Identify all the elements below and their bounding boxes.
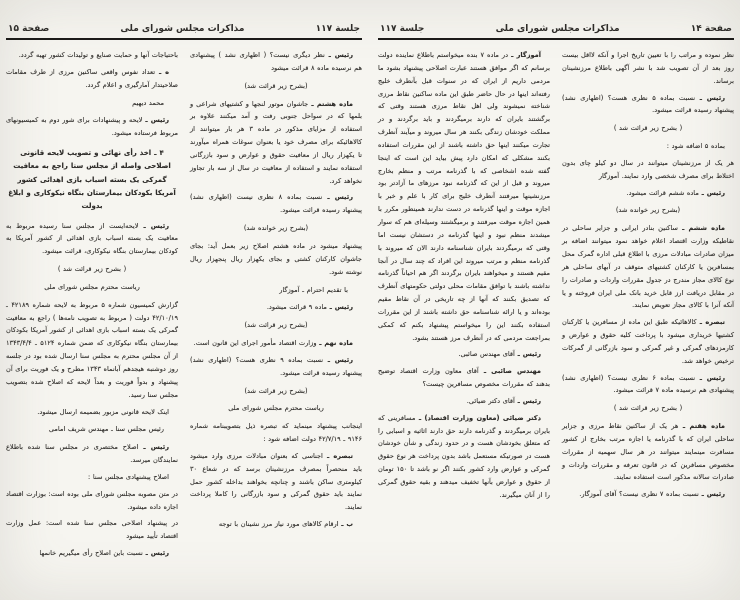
paragraph: در متن مصوبه مجلس شورای ملی بوده است: بوزارت اقتصاد اجازه داده میشود. — [6, 489, 178, 511]
paragraph: رئیس ـ ماده ۹ قرائت میشود. — [266, 303, 353, 312]
paragraph: رئیس ـ نسبت بماده ۷ نظری نیست؟ آقای آموزگار. — [579, 490, 725, 499]
text-column — [190, 49, 362, 564]
paragraph: اینک لایحه قانونی مزبور بضمیمه ارسال میشود. — [37, 407, 169, 416]
paragraph: ( بشرح زیر قرائت شد ) — [613, 124, 683, 133]
paragraph: رئیس ـ لایحه و پیشنهادات برای شور دوم به کمیسیونهای مربوط فرستاده میشود. — [6, 116, 178, 138]
page-title: مذاکرات مجلس شورای ملی — [120, 24, 245, 34]
text-column — [378, 49, 550, 506]
paragraph: رئیس مجلس سنا ـ مهندس شریف امامی — [48, 425, 164, 434]
paragraph: بماده ۵ اضافه شود : — [666, 142, 725, 151]
paragraph: ماده هشتم ـ جاشوان موتور لنجها و کشتیهای شراعی و بلمها که در سواحل جنوبی رفت و آمد میکنند علاوه بر استفاده از مزایای مذکور در ماده ۳ هر بار میتوانند از کالاهائیکه برای مصرف خود یا بعنوان سوغات همراه میآورند تا یکهزار ریال از معافیت حقوق و عوارض و سود بازرگانی استفاده نمایند و استفاده از معافیت در سال از سه بار تجاوز نخواهد کرد. — [190, 99, 362, 185]
text-column — [6, 49, 178, 564]
session-number-label: جلسة ۱۱۷ — [380, 24, 425, 34]
paragraph: ریاست محترم مجلس شورای ملی — [44, 282, 140, 291]
paragraph: باحتیاجات آنها و حمایت صنایع و تولیدات کشور تهیه گردد. — [18, 51, 178, 59]
paragraph: رئیس ـ اصلاح مختصری در مجلس سنا شده باطلاع نمایندگان میرسد. — [6, 443, 178, 465]
paragraph: ( بشرح زیر قرائت شد ) — [57, 265, 127, 274]
paragraph: (بشرح زیر قرائت شد) — [244, 386, 308, 395]
paragraph: اینجانب پیشنهاد مینماید که تبصره ذیل بتصویبنامه شماره ۹۱۴۶ ـ ۴۲/۷/۱۹ دولت اضافه شود : — [190, 422, 362, 444]
page-title: مذاکرات مجلس شورای ملی — [495, 24, 620, 34]
page-number-label: صفحة ۱۵ — [8, 24, 50, 34]
paragraph: رئیس ـ نسبت بماده ۸ نظری نیست (اظهاری نشد) پیشنهاد رسیده قرائت میشود. — [190, 193, 362, 215]
page-right — [378, 24, 734, 506]
paragraph: نظر نموده و مراتب را با تعیین تاریخ اجرا و آنکه لااقل بیست روز بعد از آن تصویب شد با نشر آگهی باطلاع مرزنشینان برساند. — [562, 51, 734, 85]
paragraph: رئیس ـ آقای مهندس صائبی. — [458, 350, 541, 359]
paragraph: ماده نهم ـ وزارت اقتصاد مأمور اجرای این قانون است. — [193, 339, 353, 348]
text-columns — [6, 49, 362, 564]
paragraph: ماده ششم ـ ساکنین بنادر ایرانی و جزایر ساحلی در نقاطیکه وزارت اقتصاد اعلام خواهد نمود میتوانند اضافه بر میزان صادرات مبادلات مرزی با اطلاع قبلی اداره گمرک محل بمسافرین یا کارکنان کشتیهای متوقف در آبهای ساحلی هر نوع کالای مجاز مندرج در جدول مقررات واردات و صادرات را در مقابل دریافت ارز قابل خرید بانک ملی ایران فروخته و یا آنکه آنرا با کالای مجاز تعویض نمایند. — [562, 224, 734, 310]
paragraph: محمد دیهیم — [132, 98, 164, 107]
paragraph: پیشنهاد میشود در ماده هشتم اصلاح زیر بعمل آید: بجای جاشوان کارکنان کشتی و بجای یکهزار ریال پنجهزار ریال نوشته شود. — [190, 241, 362, 276]
page-header — [378, 24, 734, 40]
paragraph: تبصره ـ اجناسی که بعنوان مبادلات مرزی وارد میشود باید منحصراً بمصرف مرزنشینان برسد که در شعاع ۳۰ کیلومتری ساکن باشند و چنانچه بخواهند بداخله کشور حمل نمایند باید حقوق گمرکی و سود بازرگانی را کاملا پرداخت نمایند. — [190, 451, 362, 512]
paragraph: رئیس ـ نسبت بماده ۹ نظری هست؟ (اظهاری نشد) پیشنهاد رسیده قرائت میشود. — [190, 355, 362, 377]
paragraph: رئیس ـ لایحه‌ایست از مجلس سنا رسیده مربوط به معافیت یک بسته اسباب بازی اهدائی از کشور آمریکا به کودکان بیمارستان بنگاه نیکوکاری، قرائت میشود. — [6, 221, 178, 256]
session-number-label: جلسة ۱۱۷ — [315, 24, 360, 34]
paragraph: رئیس ـ ماده ششم قرائت میشود. — [626, 188, 725, 197]
paragraph: (بشرح زیر قرائت شد) — [244, 321, 308, 330]
page-left — [6, 24, 362, 564]
paragraph: ریاست محترم مجلس شورای ملی — [228, 404, 324, 413]
paragraph: ب ـ ارقام کالاهای مورد نیاز مرز نشینان با توجه — [218, 520, 353, 529]
text-columns — [378, 49, 734, 506]
paragraph: مهندس صائبی ـ آقای معاون وزارت اقتصاد توضیح بدهند که مقررات مخصوص مسافرین چیست؟ — [378, 367, 550, 389]
paragraph: ماده هفتم ـ هر یک از ساکنین نقاط مرزی و جزایر ساحلی ایران که با گذرنامه یا اجازه مرتب بخارج از کشور مسافرت مینمایند میتوانند در هر سال سهمیه از مقررات مخصوص مسافرین که در قانون تعرفه و مقررات واردات و صادرات سالانه مذکور است استفاده نمایند. — [562, 422, 734, 482]
paragraph: ( بشرح زیر قرائت شد ) — [613, 404, 683, 413]
paragraph: اصلاح پیشنهادی مجلس سنا : — [88, 472, 169, 481]
section-heading: ۴ ـ اخذ رأی نهائی و تصویب لایحه قانونی اصلاحی واصله از مجلس سنا راجع به معافیت گمرکی یک بسته اسباب بازی اهدائی کشور آمریکا بکودکان بیمارستان بنگاه نیکوکاری و ابلاغ بدولت — [8, 149, 176, 211]
page-header — [6, 24, 362, 40]
paragraph: رئیس ـ نسبت باین اصلاح رأی میگیریم خانمها — [39, 549, 169, 558]
text-column — [562, 49, 734, 506]
paragraph: در پیشنهاد اصلاحی مجلس سنا شده است: عمل وزارت اقتصاد تأیید میشود — [6, 519, 178, 541]
paragraph: رئیس ـ نسبت بماده ۵ نظری هست؟ (اظهاری نشد) پیشنهاد رسیده قرائت میشود. — [562, 93, 734, 115]
paragraph: ه ـ تعداد نفوس واقعی ساکنین مرزی از طرف مقامات صلاحیتدار آمارگیری و اعلام گردد. — [6, 67, 178, 89]
paragraph: آموزگار ـ در ماده ۷ بنده میخواستم باطلاع نماینده دولت برسانم که اگر موافق هستند عبارت اصلاحی پیشنهاد بشود ما مردمی داریم از ایران که در سنوات قبل بآنطرف خلیج رفته‌اند اینها در حال حاضر طبق این ماده ساکنین نقاط مرزی شناخته نمیشوند ولی اهل نقاط مرزی هستند وقتی که برگشتند بایران که دارند برمیگردند و باید برگردند و در مملکت خودشان زندگی بکنند هر سال میروند و میآیند آنطرف تجارت میکنند اینها حق داشته باشند از این مقررات استفاده بکنند مشکلی که امکان دارد پیش بیاید این است که اینجا گفته شده اشخاصی که با گذرنامه مرتب و منظم بخارج میروند و قبل از این که گذرنامه نبود مرزهای ما آزادتر بود مرزنشینها میرفتند آنطرف خلیج برای کار با علم و خبر با اجازه موقت و اینها گذرنامه در دست ندارند همینطور مکرر با همین اجازه موقت میرفتند و برمیگشتند وسیله‌ای هم که سوار میشدند منظم نبود و اینها گذرنامه در دستشان نیست اما وقتی که برمیگردند بایران شناسنامه دارند الان که میروند با گذرنامه منظم و مرتب میروند این افراد که چند سال در آنجا مقیم هستند و میخواهند بایران برگردند اگر هم احیاناً گذرنامه نداشته باشند با توافق مقامات محلی دولتی حکومتهای آنطرف که تصدیق بکنند که آنها از چه تاریخی در آن نقاط مقیم بوده‌اند و یا ارائه شناسنامه حق داشته باشند از این مقررات استفاده بکنند این را میخواستم پیشنهاد بکنم که کمکی بمراجعت مردمی که در آنطرف مرز هستند بشود. — [378, 51, 550, 342]
paragraph: با تقدیم احترام ـ آموزگار — [279, 285, 348, 294]
paragraph: دکتر ضیائی (معاون وزارت اقتصاد) ـ مسافرینی که بایران برمیگردند و گذرنامه دارند حق دارند اثاثیه و اسبابی را که متعلق بخودشان هست و در حدود زندگی و شأن خودشان هست در صورتیکه مستعمل باشد بدون پرداخت هر نوع حقوق گمرکی و عوارض وارد کشور بکنند اگر نو باشد تا ۱۵۰ تومان از حقوق و عوارض بآنها تخفیف میدهند و بقیه حقوق گمرکی را از آنان میگیرند. — [378, 413, 550, 499]
paragraph: هر یک از مرزنشینان میتوانند در سال دو کیلو چای بدون اختلاط برای مصرف شخصی وارد نمایند. آموزگار — [562, 158, 734, 180]
paragraph: تبصره ـ کالاهائیکه طبق این ماده از مسافرین یا کارکنان کشتیها خریداری میشود با پرداخت کلیه حقوق و عوارض و کارمزدهای گمرکی و غیر گمرکی و سود بازرگانی از گمرکات ترخیص خواهد شد. — [562, 318, 734, 365]
paragraph: (بشرح زیر خوانده شد) — [615, 206, 681, 215]
page-number-label: صفحة ۱۴ — [690, 24, 732, 34]
paragraph: رئیس ـ آقای دکتر ضیائی. — [466, 396, 541, 405]
paragraph: (بشرح زیر خوانده شد) — [243, 224, 309, 233]
paragraph: رئیس ـ نسبت بماده ۶ نظری نیست؟ (اظهاری نشد) پیشنهادی هم نرسیده ماده ۷ قرائت میشود. — [562, 373, 734, 395]
paragraph: رئیس ـ نظر دیگری نیست؟ ( اظهاری نشد ) پیشنهادی هم نرسیده ماده ۸ قرائت میشود — [190, 51, 362, 72]
paragraph: (بشرح زیر قرائت شد) — [244, 81, 308, 90]
paragraph: گزارش کمیسیون شماره ۵ مربوط به لایحه شماره ۴۲۱۸۹ ـ ۴۲/۱۰/۱۹ دولت ( مربوط به تصویب نامه‌ها ) راجع به معافیت گمرکی یک بسته اسباب بازی اهدائی از کشور آمریکا بکودکان بیمارستان بنگاه نیکوکاری که ضمن شماره ۵۱۲۴ ـ ۱۳۴۳/۴/۴ از آن مجلس محترم به مجلس سنا ارسال شده بود در جلسه روز دوشنبه هیجدهم آبانماه ۱۳۴۳ مطرح و یک فوریت برای آن پیشنهاد و بدواً فوریت و بعداً لایحه که اصلاح شده بتصویب مجلس سنا رسید. — [6, 300, 178, 399]
